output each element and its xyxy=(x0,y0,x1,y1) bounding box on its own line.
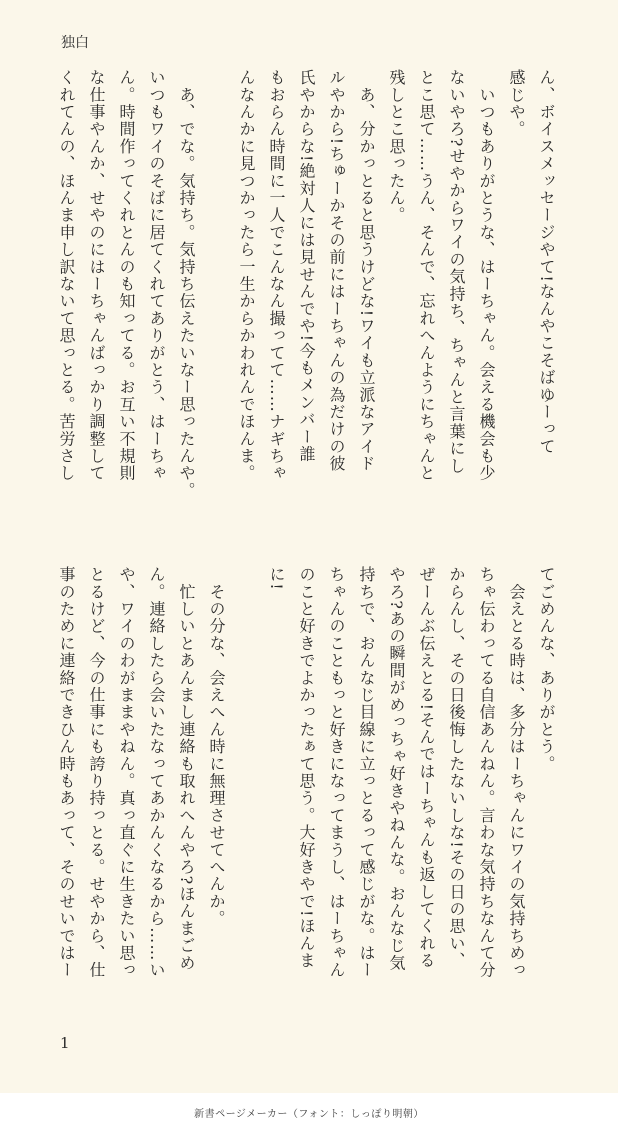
paragraph: あ、分かっとると思うけどな!ワイも立派なアイド ルやから!ちゅーかその前にはーちゃんの為だけの彼 氏やからな!絶対人には見せんでや!今もメンバー誰 もおらん時間に一人でこんなん撮ってて……ナギちゃ んなんかに見つかったら一生からかわれんでほんま。 xyxy=(237,69,376,482)
paragraph: てごめんな、ありがとう。 xyxy=(537,566,556,773)
paragraph: その分な、会えへん時に無理させてへんか。 忙しいとあんまし連絡も取れへんやろ?ほんまごめ ん。連絡したら会いたなってあかんくなるから……い や、ワイのわがままやねん。真っ直ぐに生きたい思っ とるけど、今の仕事にも誇り持っとる。せやから、仕 事のために連絡できひん時もあって、そのせいではー xyxy=(57,566,226,979)
paragraph: 会えとる時は、多分はーちゃんにワイの気持ちめっ ちゃ伝わってる自信あんねん。言わな気持ちなんて分 からんし、その日後悔したないしな!その日の思い、 ぜーんぶ伝えとる!そんではーちゃんも返してくれる やろ?あの瞬間がめっちゃ好きやねんな。おんなじ気 持ちで、おんなじ目線に立っとるって感じがな。はー ちゃんのこともっと好きになってまうし、はーちゃん のこと好きでよかったぁて思う。大好きやで!ほんま に! xyxy=(267,566,526,979)
footer-credit: 新書ページメーカー（フォント：しっぽり明朝） xyxy=(194,1109,424,1120)
paragraph: いつもありがとうな、はーちゃん。会える機会も少 ないやろ?せやからワイの気持ち、ちゃんと言葉にし とこ思て……うん、そんで、忘れへんようにちゃんと 残しとこ思ったん。 xyxy=(387,69,496,482)
page-number: 1 xyxy=(60,1034,70,1052)
footer-bar xyxy=(0,1093,618,1132)
lower-text-block xyxy=(57,566,561,1026)
upper-text-block xyxy=(57,69,561,529)
paragraph: ん、ボイスメッセージやて!なんやこそばゆーって 感じや。 xyxy=(507,69,556,456)
page-title: 独白 xyxy=(61,35,89,51)
paragraph: あ、でな。気持ち。気持ち伝えたいなー思ったんや。 いつもワイのそばに居てくれてありがとう、はーちゃ ん。時間作ってくれとんのも知ってる。お互い不規則 な仕事やんか、せやのにはーちゃんばっかり調整して くれてんの、ほんま申し訳ないて思っとる。苦労さし xyxy=(57,69,196,499)
